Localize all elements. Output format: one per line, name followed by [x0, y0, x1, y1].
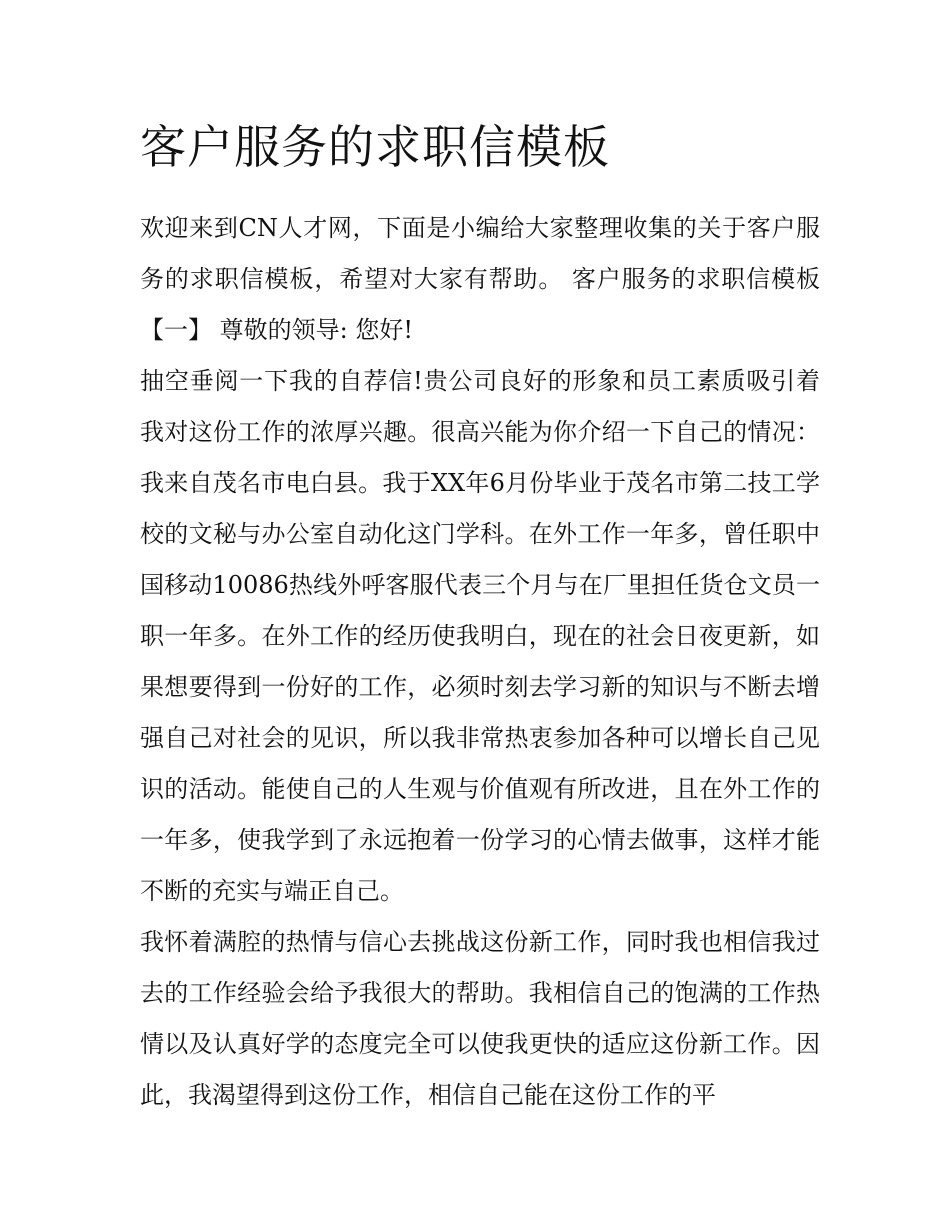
document-page	[140, 118, 820, 1121]
self-introduction-paragraph: 抽空垂阅一下我的自荐信!贵公司良好的形象和员工素质吸引着我对这份工作的浓厚兴趣。很高兴能为你介绍一下自己的情况：我来自茂名市电白县。我于XX年6月份毕业于茂名市第二技工学校的文秘与办公室自动化这门学科。在外工作一年多，曾任职中国移动10086热线外呼客服代表三个月与在厂里担任货仓文员一职一年多。在外工作的经历使我明白，现在的社会日夜更新，如果想要得到一份好的工作，必须时刻去学习新的知识与不断去增强自己对社会的见识，所以我非常热衷参加各种可以增长自己见识的活动。能使自己的人生观与价值观有所改进，且在外工作的一年多，使我学到了永远抱着一份学习的心情去做事，这样才能不断的充实与端正自己。	[140, 367, 820, 905]
intro-paragraph: 欢迎来到CN人才网，下面是小编给大家整理收集的关于客户服务的求职信模板，希望对大家有帮助。 客户服务的求职信模板【一】 尊敬的领导: 您好!	[140, 214, 820, 344]
document-body	[140, 203, 820, 1121]
motivation-paragraph: 我怀着满腔的热情与信心去挑战这份新工作，同时我也相信我过去的工作经验会给予我很大的帮助。我相信自己的饱满的工作热情以及认真好学的态度完全可以使我更快的适应这份新工作。因此，我渴望得到这份工作，相信自己能在这份工作的平	[140, 928, 820, 1109]
page-title: 客户服务的求职信模板	[140, 120, 610, 174]
